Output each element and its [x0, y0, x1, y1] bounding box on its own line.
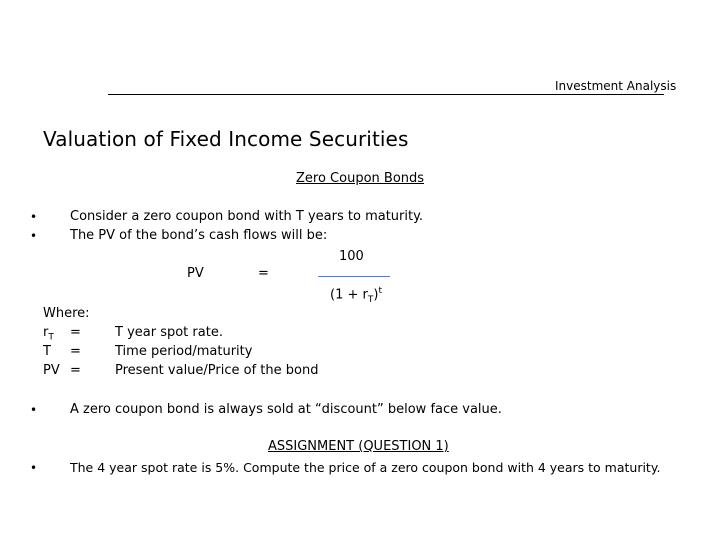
bullet-pv: The PV of the bond’s cash flows will be:	[70, 228, 328, 243]
bullet-consider: Consider a zero coupon bond with T years to maturity.	[70, 209, 424, 224]
formula-denominator	[330, 286, 382, 305]
denominator-open: (1 + r	[330, 287, 368, 303]
where-symbol: T	[43, 344, 51, 359]
header-rule	[108, 94, 664, 95]
where-meaning: T year spot rate.	[115, 325, 223, 340]
assignment-text: The 4 year spot rate is 5%. Compute the price of a zero coupon bond with 4 years to maturity.	[70, 460, 661, 475]
bullet-icon: •	[30, 229, 38, 243]
fraction-bar	[318, 276, 390, 277]
assignment-heading: ASSIGNMENT (QUESTION 1)	[268, 439, 449, 454]
where-heading: Where:	[43, 306, 90, 321]
bullet-icon: •	[30, 461, 38, 475]
course-title: Investment Analysis	[555, 79, 677, 93]
where-equals: =	[70, 344, 81, 359]
denominator-superscript: t	[378, 286, 382, 296]
where-meaning: Time period/maturity	[115, 344, 253, 359]
symbol-text: r	[43, 325, 49, 340]
where-symbol	[43, 325, 54, 343]
formula-numerator: 100	[339, 249, 364, 264]
where-symbol: PV	[43, 363, 60, 378]
formula-equals: =	[258, 266, 269, 281]
bullet-icon: •	[30, 210, 38, 224]
where-meaning: Present value/Price of the bond	[115, 363, 319, 378]
bullet-icon: •	[30, 403, 38, 417]
slide-subtitle: Zero Coupon Bonds	[296, 171, 425, 186]
slide-title: Valuation of Fixed Income Securities	[43, 127, 409, 151]
where-equals: =	[70, 363, 81, 378]
where-equals: =	[70, 325, 81, 340]
formula-lhs: PV	[187, 266, 204, 281]
bullet-discount: A zero coupon bond is always sold at “discount” below face value.	[70, 402, 502, 417]
denominator-close: )	[373, 287, 379, 303]
denominator-subscript: T	[367, 294, 374, 305]
symbol-subscript: T	[48, 332, 54, 343]
